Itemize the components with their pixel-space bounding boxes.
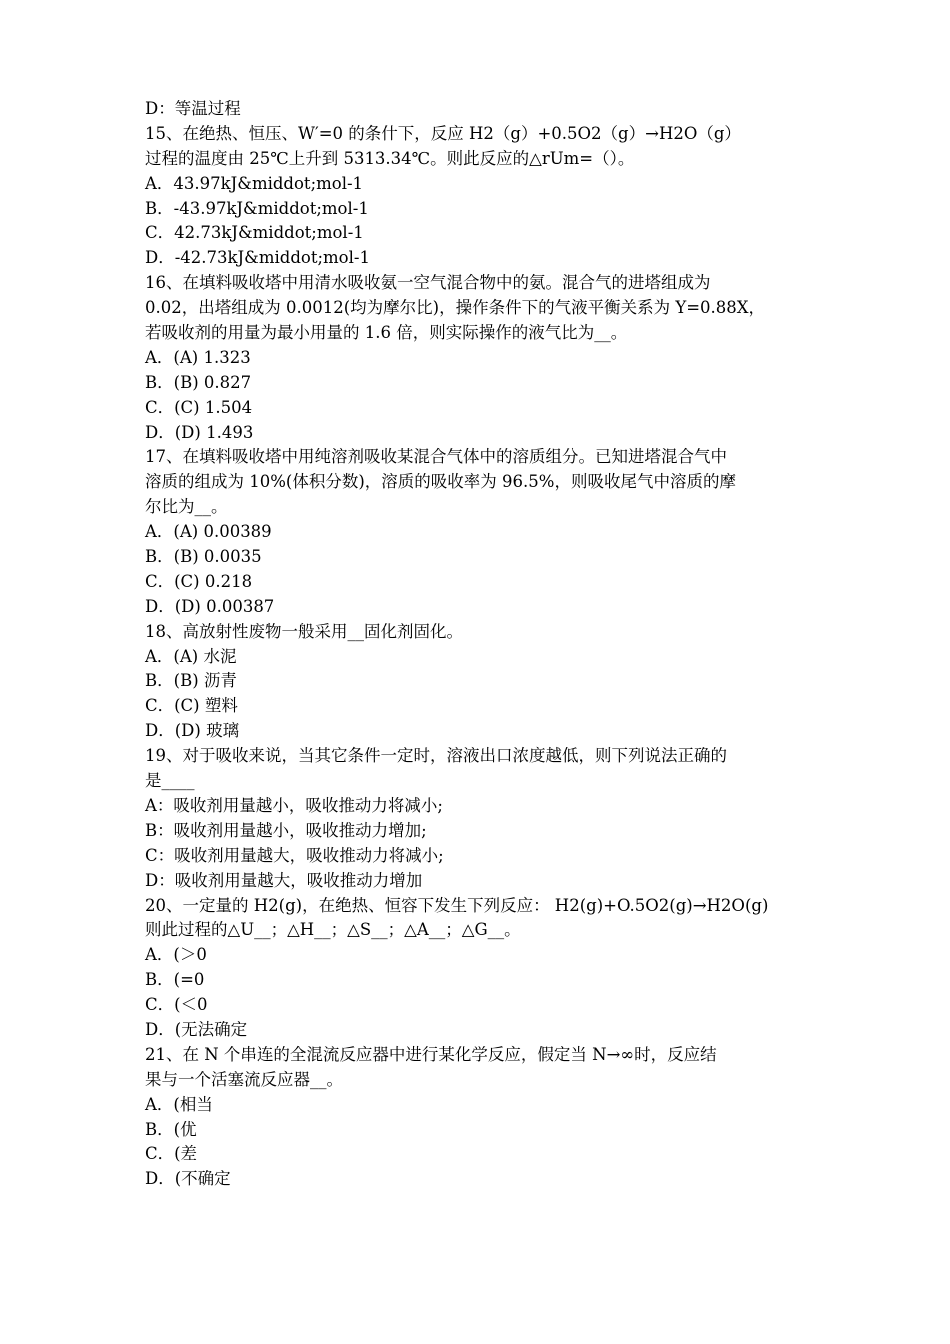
question-21-stem: 21、在 N 个串连的全混流反应器中进行某化学反应，假定当 N→∞时，反应结 <box>145 1044 717 1064</box>
option-c: C．42.73kJ&middot;mol-1 <box>145 223 364 243</box>
question-16-stem-cont: 0.02，出塔组成为 0.0012(均为摩尔比)，操作条件下的气液平衡关系为 Y=0.88X， <box>145 298 766 318</box>
option-d: D．(D) 0.00387 <box>145 596 275 616</box>
question-19-stem-cont: 是____ <box>145 771 195 791</box>
option-a: A．(＞0 <box>145 945 207 965</box>
question-17-stem: 17、在填料吸收塔中用纯溶剂吸收某混合气体中的溶质组分。已知进塔混合气中 <box>145 447 727 467</box>
option-b: B．(优 <box>145 1119 197 1139</box>
option-c: C．(C) 1.504 <box>145 397 253 417</box>
option-b: B．(B) 沥青 <box>145 671 237 691</box>
question-20-stem: 20、一定量的 H2(g)，在绝热、恒容下发生下列反应： H2(g)+O.5O2(g)→H2O(g) <box>145 895 769 915</box>
option-c: C．(差 <box>145 1144 198 1164</box>
question-20-stem-cont: 则此过程的△U__；△H__；△S__；△A__；△G__。 <box>145 920 521 940</box>
option-a: A．(相当 <box>145 1094 213 1114</box>
option-a: A．(A) 0.00389 <box>145 522 272 542</box>
question-16-stem: 16、在填料吸收塔中用清水吸收氨一空气混合物中的氨。混合气的进塔组成为 <box>145 273 711 293</box>
question-21-stem-cont: 果与一个活塞流反应器__。 <box>145 1069 343 1089</box>
option-a: A：吸收剂用量越小，吸收推动力将减小; <box>145 795 443 815</box>
question-17-stem-cont: 溶质的组成为 10%(体积分数)，溶质的吸收率为 96.5%，则吸收尾气中溶质的摩 <box>145 472 736 492</box>
option-d: D．(D) 1.493 <box>145 422 254 442</box>
option-b: B：吸收剂用量越小，吸收推动力增加; <box>145 820 427 840</box>
question-17-stem-cont: 尔比为__。 <box>145 497 228 517</box>
option-d: D．-42.73kJ&middot;mol-1 <box>145 248 370 268</box>
option-b: B．(B) 0.827 <box>145 372 252 392</box>
option-d: D．(不确定 <box>145 1169 231 1189</box>
question-15-stem-cont: 过程的温度由 25℃上升到 5313.34℃。则此反应的△rUm=（）。 <box>145 148 635 168</box>
question-16-stem-cont: 若吸收剂的用量为最小用量的 1.6 倍，则实际操作的液气比为__。 <box>145 323 628 343</box>
question-15-stem: 15、在绝热、恒压、W′=0 的条什下，反应 H2（g）+0.5O2（g）→H2O（g） <box>145 123 741 143</box>
option-c: C：吸收剂用量越大，吸收推动力将减小; <box>145 845 444 865</box>
option-c: C．(C) 塑料 <box>145 696 238 716</box>
option-d: D．(D) 玻璃 <box>145 721 240 741</box>
option-a: A．(A) 1.323 <box>145 347 251 367</box>
option-d: D．(无法确定 <box>145 1019 248 1039</box>
text-line: D：等温过程 <box>145 99 241 118</box>
document-page <box>145 97 825 1192</box>
option-d: D：吸收剂用量越大，吸收推动力增加 <box>145 870 423 890</box>
option-b: B．(=0 <box>145 970 205 990</box>
option-b: B．-43.97kJ&middot;mol-1 <box>145 198 369 218</box>
option-c: C．(＜0 <box>145 995 208 1015</box>
question-18-stem: 18、高放射性废物一般采用__固化剂固化。 <box>145 621 463 641</box>
option-c: C．(C) 0.218 <box>145 571 253 591</box>
option-a: A．(A) 水泥 <box>145 646 237 666</box>
option-b: B．(B) 0.0035 <box>145 547 262 567</box>
question-19-stem: 19、对于吸收来说，当其它条件一定时，溶液出口浓度越低，则下列说法正确的 <box>145 746 727 766</box>
option-a: A．43.97kJ&middot;mol-1 <box>145 173 364 193</box>
